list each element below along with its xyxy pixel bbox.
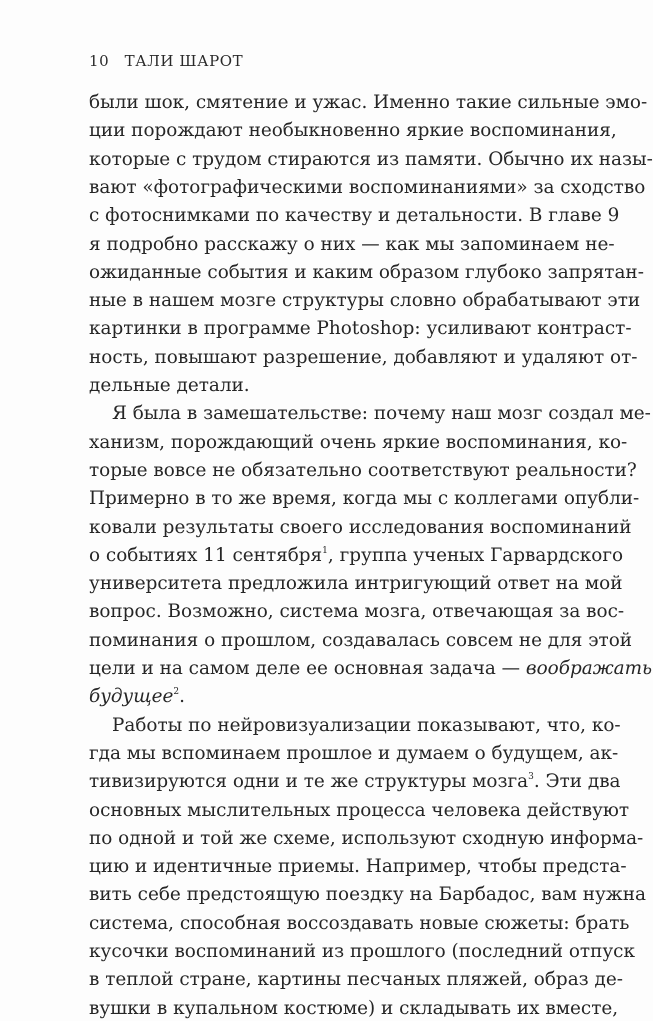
text-line: ные в нашем мозге структуры словно обрабатывают эти (89, 290, 641, 311)
text-run: цели и на самом деле ее основная задача — (89, 658, 526, 679)
text-line (89, 544, 624, 568)
text-line: система, способная воссоздавать новые сюжеты: брать (89, 913, 630, 934)
text-line: дельные детали. (89, 375, 250, 396)
running-header (89, 52, 243, 70)
text-line: которые с трудом стираются из памяти. Обычно их назы- (89, 149, 653, 170)
text-line: основных мыслительных процесса человека действуют (89, 800, 630, 821)
text-line: вить себе предстоящую поездку на Барбадос, вам нужна (89, 884, 646, 905)
italic-run: воображать (525, 658, 653, 679)
text-line: гда мы вспоминаем прошлое и думаем о будущем, ак- (89, 743, 619, 764)
text-line: Примерно в то же время, когда мы с коллегами опубли- (89, 488, 640, 509)
text-line: ность, повышают разрешение, добавляют и удаляют от- (89, 347, 638, 368)
text-line: картинки в программе Photoshop: усиливают контраст- (89, 318, 632, 339)
text-line: по одной и той же схеме, используют сходную информа- (89, 828, 644, 849)
footnote-marker: 1 (322, 546, 328, 556)
text-line: вушки в купальном костюме) и складывать их вместе, (89, 998, 619, 1019)
text-line: университета предложила интригующий ответ на мой (89, 573, 623, 594)
text-run: , группа ученых Гарвардского (327, 545, 624, 566)
text-line: были шок, смятение и ужас. Именно такие сильные эмо- (89, 92, 648, 113)
text-line: ковали результаты своего исследования воспоминаний (89, 517, 632, 538)
text-line (89, 770, 621, 794)
text-line: цию и идентичные приемы. Например, чтобы предста- (89, 856, 627, 877)
text-line: ханизм, порождающий очень яркие воспоминания, ко- (89, 432, 628, 453)
text-run: . Эти два (533, 771, 621, 792)
text-line: ции порождают необыкновенно яркие воспоминания, (89, 120, 617, 141)
page-number: 10 (89, 52, 110, 70)
text-line: Я была в замешательстве: почему наш мозг создал ме- (112, 403, 651, 424)
text-line: Работы по нейровизуализации показывают, что, ко- (112, 715, 621, 736)
text-line: торые вовсе не обязательно соответствуют реальности? (89, 460, 637, 481)
text-line: кусочки воспоминаний из прошлого (последний отпуск (89, 941, 635, 962)
running-title: ТАЛИ ШАРОТ (124, 52, 244, 70)
text-line: вают «фотографическими воспоминаниями» за сходство (89, 177, 646, 198)
text-line: поминания о прошлом, создавалась совсем не для этой (89, 630, 633, 651)
text-line (89, 657, 653, 681)
text-run: . (179, 686, 185, 707)
italic-run: будущее (89, 686, 174, 707)
text-line: вопрос. Возможно, система мозга, отвечающая за вос- (89, 601, 625, 622)
text-run: о событиях 11 сентября (89, 545, 323, 566)
text-line (89, 685, 543, 709)
text-line: с фотоснимками по качеству и детальности. В главе 9 (89, 205, 620, 226)
footnote-marker: 2 (173, 687, 180, 697)
footnote-marker: 3 (528, 772, 534, 782)
text-line: в теплой стране, картины песчаных пляжей, образ де- (89, 969, 623, 990)
text-line: я подробно расскажу о них — как мы запоминаем не- (89, 234, 615, 255)
text-line: ожиданные события и каким образом глубоко запрятан- (89, 262, 644, 283)
text-run: тивизируются одни и те же структуры мозга (89, 771, 529, 792)
